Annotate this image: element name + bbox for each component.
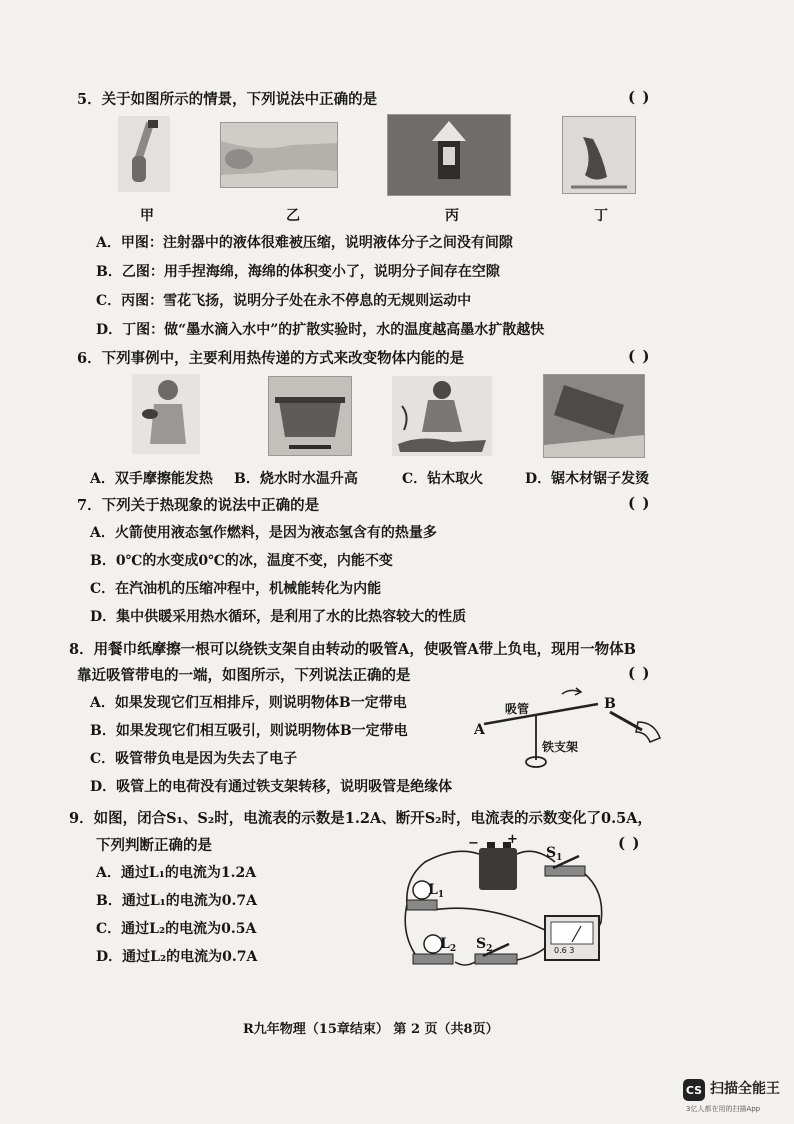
q9-option-d: D．通过L₂的电流为0.7A (96, 949, 258, 965)
q7-option-a: A．火箭使用液态氢作燃料，是因为液态氢含有的热量多 (90, 525, 437, 541)
q8-label-b: B (604, 696, 616, 712)
q8-label-a: A (474, 722, 485, 738)
q9-label-l1: $L_1$ (428, 882, 445, 900)
q8-option-b: B．如果发现它们相互吸引，则说明物体B一定带电 (90, 723, 408, 739)
q5-option-d: D．丁图：做“墨水滴入水中”的扩散实验时，水的温度越高墨水扩散越快 (96, 322, 545, 338)
q9-label-plus: + (507, 832, 518, 847)
q9-stem-line1: 9．如图，闭合S₁、S₂时，电流表的示数是1.2A、断开S₂时，电流表的示数变化了0.5A， (69, 810, 653, 827)
q8-option-d: D．吸管上的电荷没有通过铁支架转移，说明吸管是绝缘体 (90, 779, 453, 795)
q9-answer-blank: ( ) (618, 834, 641, 852)
q6-saw-wood-image (543, 374, 645, 458)
q9-switch-s2-icon (475, 954, 517, 964)
q6-drill-wood-image (392, 376, 492, 456)
q5-option-a: A．甲图：注射器中的液体很难被压缩，说明液体分子之间没有间隙 (96, 235, 513, 251)
q8-stem-line1: 8．用餐巾纸摩擦一根可以绕铁支架自由转动的吸管A，使吸管A带上负电，现用一物体B (69, 641, 636, 658)
q9-circuit-figure (395, 832, 620, 974)
q6-boiling-water-image (268, 376, 352, 456)
q5-caption-ding: 丁 (594, 208, 608, 224)
q5-caption-bing: 丙 (445, 208, 459, 224)
q9-label-l2: $L_2$ (440, 936, 457, 954)
q9-wire-l1-meter (433, 908, 545, 930)
q8-hand-icon (636, 722, 660, 742)
q9-option-b: B．通过L₁的电流为0.7A (96, 893, 258, 909)
q5-sponge-image (220, 122, 338, 188)
q8-stem-line2: 靠近吸管带电的一端，如图所示，下列说法正确的是 (77, 667, 411, 684)
q6-answer-blank: ( ) (628, 347, 651, 365)
q5-option-b: B．乙图：用手捏海绵，海绵的体积变小了，说明分子间存在空隙 (96, 264, 500, 280)
q9-label-minus: − (468, 836, 479, 851)
q6-option-c: C．钻木取火 (402, 471, 484, 487)
q6-option-a: A．双手摩擦能发热 (90, 471, 213, 487)
q7-stem: 7．下列关于热现象的说法中正确的是 (77, 497, 320, 514)
q5-snow-image (387, 114, 511, 196)
q5-answer-blank: ( ) (628, 88, 651, 106)
q5-stem: 5．关于如图所示的情景，下列说法中正确的是 (77, 91, 378, 108)
page-footer: R九年物理（15章结束） 第 2 页（共8页） (243, 1022, 499, 1037)
q9-option-a: A．通过L₁的电流为1.2A (96, 865, 257, 881)
scanner-tagline: 3亿人都在用的扫描App (686, 1105, 761, 1113)
q8-option-c: C．吸管带负电是因为失去了电子 (90, 751, 298, 767)
q5-caption-jia: 甲 (140, 208, 154, 224)
scanner-app-name: 扫描全能王 (710, 1081, 780, 1097)
q7-option-c: C．在汽油机的压缩冲程中，机械能转化为内能 (90, 581, 382, 597)
q9-option-c: C．通过L₂的电流为0.5A (96, 921, 257, 937)
q9-switch-s1-icon (545, 866, 585, 876)
q8-label-stand: 铁支架 (542, 740, 579, 754)
q5-option-c: C．丙图：雪花飞扬，说明分子处在永不停息的无规则运动中 (96, 293, 472, 309)
q8-straw-figure (470, 682, 670, 772)
q7-option-b: B．0℃的水变成0℃的冰，温度不变，内能不变 (90, 553, 393, 569)
q9-label-s2: $S_2$ (476, 936, 493, 954)
q9-lamp-l1-base (407, 900, 437, 910)
q7-answer-blank: ( ) (628, 494, 651, 512)
q8-answer-blank: ( ) (628, 664, 651, 682)
q8-straw-line (484, 704, 598, 724)
q9-battery-icon (479, 848, 517, 890)
q6-option-d: D．锯木材锯子发烫 (525, 471, 650, 487)
q5-syringe-image (118, 116, 170, 192)
q8-label-straw: 吸管 (505, 702, 530, 716)
q9-meter-scale: 0.6 3 (554, 946, 575, 955)
q9-lamp-l2-base (413, 954, 453, 964)
q9-label-s1: $S_1$ (546, 845, 563, 863)
q6-stem: 6．下列事例中，主要利用热传递的方式来改变物体内能的是 (77, 350, 465, 367)
q5-ink-diffusion-image (562, 116, 636, 194)
q6-option-b: B．烧水时水温升高 (234, 471, 358, 487)
q5-caption-yi: 乙 (286, 208, 300, 224)
q6-rub-hands-image (132, 374, 200, 454)
q7-option-d: D．集中供暖采用热水循环，是利用了水的比热容较大的性质 (90, 609, 467, 625)
q9-stem-line2: 下列判断正确的是 (96, 837, 212, 854)
scanner-logo-icon: CS (683, 1079, 705, 1101)
q8-option-a: A．如果发现它们互相排斥，则说明物体B一定带电 (90, 695, 407, 711)
